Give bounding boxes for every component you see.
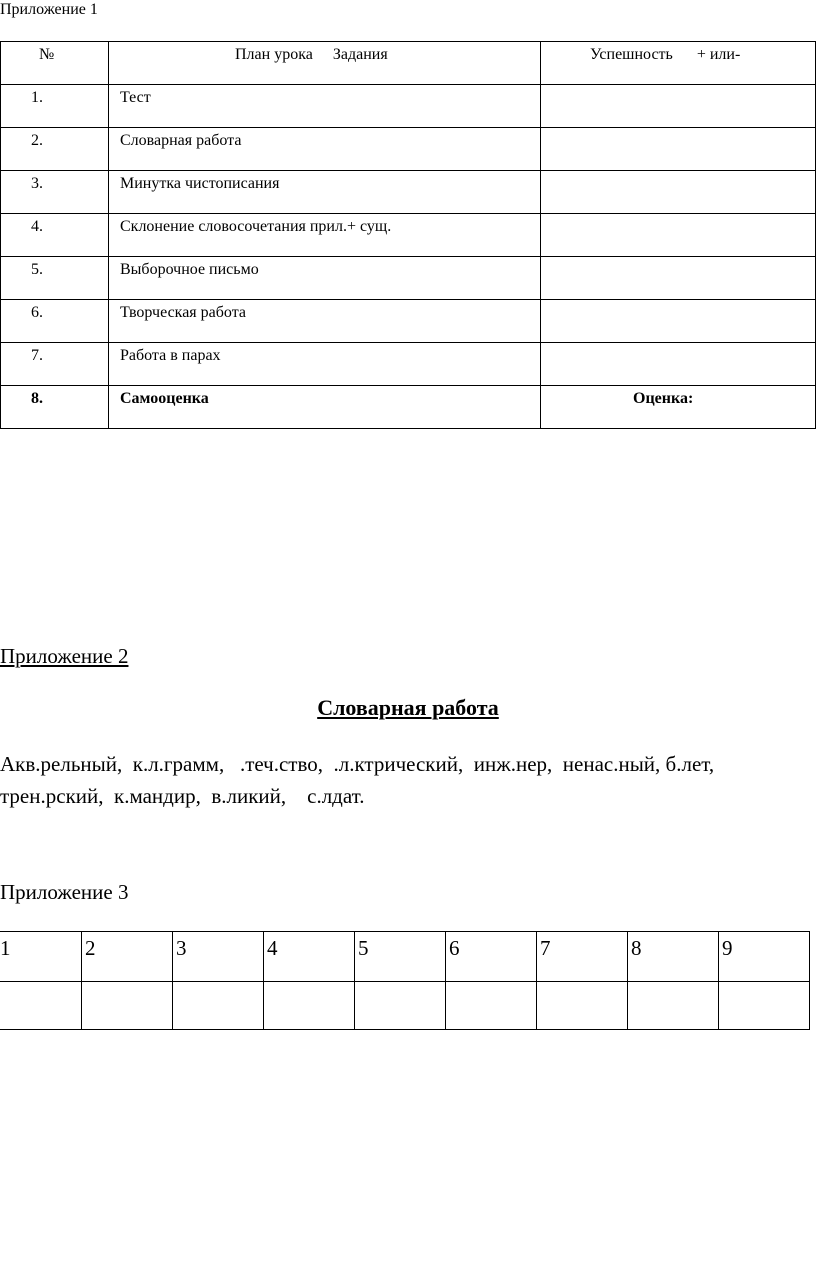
answers-row <box>0 982 810 1030</box>
success-cell <box>541 128 816 171</box>
answer-cell <box>719 982 810 1030</box>
row-number: 5. <box>31 261 43 278</box>
answer-cell <box>173 982 264 1030</box>
row-task: Самооценка <box>120 390 209 407</box>
number-cell: 3 <box>176 936 187 960</box>
row-number: 1. <box>31 89 43 106</box>
vocabulary-heading: Словарная работа <box>317 695 499 720</box>
table-row <box>1 128 816 171</box>
row-task: Минутка чистописания <box>120 175 280 192</box>
appendix-1-title: Приложение 1 <box>0 1 98 18</box>
numbers-row <box>0 932 810 982</box>
vocabulary-line-2: трен.рский, к.мандир, в.ликий, с.лдат. <box>0 784 365 808</box>
number-cell: 4 <box>267 936 278 960</box>
table-row <box>1 214 816 257</box>
number-cell: 7 <box>540 936 551 960</box>
row-number: 3. <box>31 175 43 192</box>
number-cell: 6 <box>449 936 460 960</box>
grade-label: Оценка: <box>633 390 694 407</box>
row-task: Тест <box>120 89 151 106</box>
row-task: Словарная работа <box>120 132 242 149</box>
appendix-3-title: Приложение 3 <box>0 880 129 904</box>
row-task: Работа в парах <box>120 347 221 364</box>
success-cell <box>541 214 816 257</box>
table-header-row <box>1 42 816 85</box>
answer-cell <box>264 982 355 1030</box>
row-number: 4. <box>31 218 43 235</box>
number-cell: 1 <box>0 936 11 960</box>
appendix-2-title: Приложение 2 <box>0 644 129 668</box>
table-row <box>1 85 816 128</box>
answer-cell <box>628 982 719 1030</box>
number-cell: 9 <box>722 936 733 960</box>
row-task: Склонение словосочетания прил.+ сущ. <box>120 218 392 235</box>
success-cell <box>541 85 816 128</box>
table-row <box>1 300 816 343</box>
header-task: План урока Задания <box>235 46 388 63</box>
vocabulary-line-1: Акв.рельный, к.л.грамм, .теч.ство, .л.ктрический, инж.нер, ненас.ный, б.лет, <box>0 752 715 776</box>
table-row <box>1 257 816 300</box>
success-cell <box>541 300 816 343</box>
answer-cell <box>537 982 628 1030</box>
success-cell <box>541 171 816 214</box>
row-number: 2. <box>31 132 43 149</box>
number-cell: 5 <box>358 936 369 960</box>
lesson-plan-table <box>0 41 816 429</box>
vocabulary-words <box>0 748 816 812</box>
header-success: Успешность + или- <box>590 46 741 63</box>
row-number: 6. <box>31 304 43 321</box>
number-cell: 2 <box>85 936 96 960</box>
success-cell <box>541 343 816 386</box>
header-number: № <box>39 46 55 63</box>
table-row <box>1 171 816 214</box>
answer-cell <box>82 982 173 1030</box>
success-cell <box>541 257 816 300</box>
row-task: Выборочное письмо <box>120 261 259 278</box>
numbers-table <box>0 931 810 1030</box>
answer-cell <box>0 982 82 1030</box>
answer-cell <box>355 982 446 1030</box>
answer-cell <box>446 982 537 1030</box>
self-assessment-row <box>1 386 816 429</box>
number-cell: 8 <box>631 936 642 960</box>
row-task: Творческая работа <box>120 304 246 321</box>
row-number: 7. <box>31 347 43 364</box>
table-row <box>1 343 816 386</box>
row-number: 8. <box>31 390 43 407</box>
